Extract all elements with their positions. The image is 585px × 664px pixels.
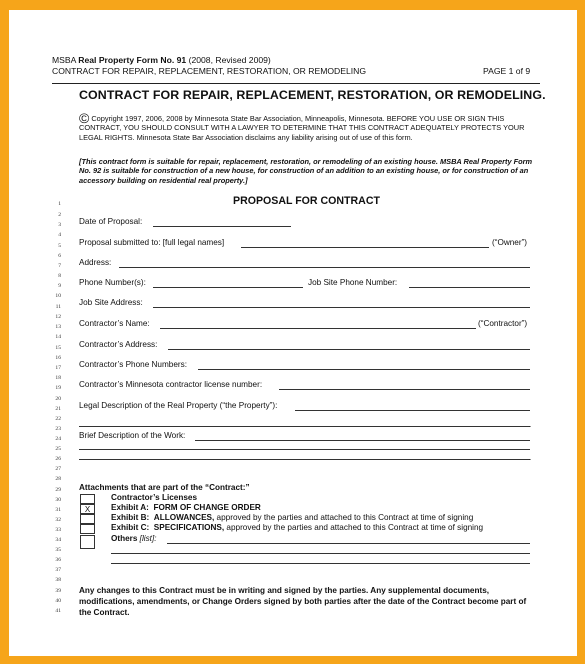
line-number: 32 (55, 517, 61, 523)
line-number: 27 (55, 466, 61, 472)
checkbox-others[interactable] (80, 535, 95, 549)
attachment-licenses: Contractor’s Licenses (111, 493, 197, 502)
job-phone-line[interactable] (409, 287, 530, 288)
line-number: 22 (55, 416, 61, 422)
exhibit-a-label: Exhibit A: (111, 503, 149, 512)
date-label: Date of Proposal: (79, 217, 143, 226)
line-number: 15 (55, 345, 61, 351)
exhibit-c-name: SPECIFICATIONS, (153, 523, 225, 532)
line-number: 29 (55, 487, 61, 493)
contractor-name-label: Contractor’s Name: (79, 319, 150, 328)
form-name: Real Property Form No. 91 (78, 55, 187, 65)
header-subtitle: CONTRACT FOR REPAIR, REPLACEMENT, RESTORATION, OR REMODELING (52, 66, 367, 76)
exhibit-c-label: Exhibit C: (111, 523, 150, 532)
brief-description-label: Brief Description of the Work: (79, 431, 186, 440)
form-date: (2008, Revised 2009) (186, 55, 271, 65)
owner-suffix: (“Owner”) (492, 238, 528, 247)
line-number: 9 (58, 283, 61, 289)
checkbox-exhibit-a[interactable]: X (80, 504, 95, 514)
line-number: 6 (58, 253, 61, 259)
document-title: CONTRACT FOR REPAIR, REPLACEMENT, RESTORATION, OR REMODELING. (79, 88, 546, 102)
exhibit-c-desc: approved by the parties and attached to this Contract at time of signing (224, 523, 484, 532)
line-number: 11 (55, 304, 61, 310)
checkbox-exhibit-b[interactable] (80, 514, 95, 524)
line-number: 3 (58, 222, 61, 228)
others-label: Others (111, 534, 138, 543)
exhibit-b-label: Exhibit B: (111, 513, 150, 522)
legal-description-label: Legal Description of the Real Property (“the Property”): (79, 401, 278, 410)
exhibit-b-desc: approved by the parties and attached to this Contract at time of signing (214, 513, 474, 522)
line-number: 7 (58, 263, 61, 269)
job-address-line[interactable] (153, 307, 530, 308)
line-number: 25 (55, 446, 61, 452)
contractor-phone-label: Contractor’s Phone Numbers: (79, 360, 188, 369)
line-number: 41 (55, 608, 61, 614)
line-number: 20 (55, 396, 61, 402)
line-number: 13 (55, 324, 61, 330)
attachments-heading: Attachments that are part of the “Contract:” (79, 483, 250, 492)
submitted-to-label: Proposal submitted to: [full legal names] (79, 238, 225, 247)
license-label: Contractor’s Minnesota contractor license number: (79, 380, 263, 389)
checkbox-licenses[interactable] (80, 494, 95, 504)
job-phone-label: Job Site Phone Number: (308, 278, 398, 287)
copyright-icon: © (79, 110, 90, 126)
legal-description-line-1[interactable] (295, 410, 530, 411)
line-number: 39 (55, 588, 61, 594)
section-title: PROPOSAL FOR CONTRACT (233, 195, 380, 207)
owner-names-line[interactable] (241, 247, 489, 248)
line-number: 34 (55, 537, 61, 543)
line-number: 5 (58, 243, 61, 249)
line-number: 4 (58, 232, 61, 238)
others-line-1[interactable] (167, 543, 530, 544)
form-usage-note: [This contract form is suitable for repair, replacement, restoration, or remodeling of an existing house. MSBA Real Property Form No. 92 is suitable for construction of a new house, for construction of an addition to an existing house, or for construction of an accessory building on residential real property.] (79, 157, 533, 185)
contractor-phone-line[interactable] (198, 369, 530, 370)
header-rule (52, 83, 540, 84)
document-page (9, 10, 577, 656)
contractor-name-line[interactable] (160, 328, 476, 329)
exhibit-b-name: ALLOWANCES, (153, 513, 215, 522)
line-number: 8 (58, 273, 61, 279)
line-number: 28 (55, 476, 61, 482)
checkbox-exhibit-c[interactable] (80, 524, 95, 534)
legal-description-period: . (529, 420, 532, 429)
line-number: 31 (55, 507, 61, 513)
line-number: 40 (55, 598, 61, 604)
exhibit-a-name: FORM OF CHANGE ORDER (153, 503, 261, 512)
address-label: Address: (79, 258, 112, 267)
line-number: 14 (55, 334, 61, 340)
others-line-3[interactable] (111, 563, 530, 564)
phone-label: Phone Number(s): (79, 278, 146, 287)
attachment-exhibit-c (111, 523, 483, 532)
line-number: 16 (55, 355, 61, 361)
contractor-suffix: (“Contractor”) (478, 319, 528, 328)
line-number: 12 (55, 314, 61, 320)
changes-paragraph: Any changes to this Contract must be in writing and signed by the parties. Any supplemental documents, modifications, amendments, or Change Orders signed by both parties after the date of the Contract become part of the Contract. (79, 586, 527, 618)
brief-description-line-2[interactable] (79, 449, 530, 450)
line-number: 18 (55, 375, 61, 381)
line-number: 35 (55, 547, 61, 553)
line-number: 38 (55, 577, 61, 583)
line-number: 1 (58, 201, 61, 207)
attachment-exhibit-a (111, 503, 261, 512)
line-number: 21 (55, 406, 61, 412)
others-line-2[interactable] (111, 553, 530, 554)
page-number: PAGE 1 of 9 (483, 66, 531, 76)
line-number: 37 (55, 567, 61, 573)
line-number: 36 (55, 557, 61, 563)
line-number: 17 (55, 365, 61, 371)
line-number: 33 (55, 527, 61, 533)
copyright-text: Copyright 1997, 2006, 2008 by Minnesota State Bar Association, Minneapolis, Minnesota. BEFORE YOU USE OR SIGN THIS CONTRACT, YOU SHOULD CONSULT WITH A LAWYER TO DETERMINE THAT THIS CONTRACT ADEQUATELY PROTECTS YOUR LEGAL RIGHTS. Minnesota State Bar Association disclaims any liability arising out of use of this form. (79, 114, 525, 142)
line-number: 10 (55, 293, 61, 299)
license-line[interactable] (279, 389, 530, 390)
attachment-others (111, 534, 157, 543)
brief-description-line-1[interactable] (195, 440, 530, 441)
address-line[interactable] (119, 267, 530, 268)
contractor-address-label: Contractor’s Address: (79, 340, 158, 349)
attachment-exhibit-b (111, 513, 473, 522)
line-number: 30 (55, 497, 61, 503)
phone-line[interactable] (153, 287, 303, 288)
brief-description-line-3[interactable] (79, 459, 530, 460)
line-number: 2 (58, 212, 61, 218)
line-number: 19 (55, 385, 61, 391)
others-list-label: [list]: (137, 534, 157, 543)
line-number: 23 (55, 426, 61, 432)
form-prefix: MSBA (52, 55, 79, 65)
line-number: 24 (55, 436, 61, 442)
job-address-label: Job Site Address: (79, 298, 143, 307)
date-line[interactable] (153, 226, 291, 227)
form-id (52, 55, 271, 65)
line-number: 26 (55, 456, 61, 462)
copyright-notice (79, 110, 533, 142)
brief-description-period: . (529, 453, 532, 462)
legal-description-line-2[interactable] (79, 426, 530, 427)
contractor-address-line[interactable] (168, 349, 530, 350)
